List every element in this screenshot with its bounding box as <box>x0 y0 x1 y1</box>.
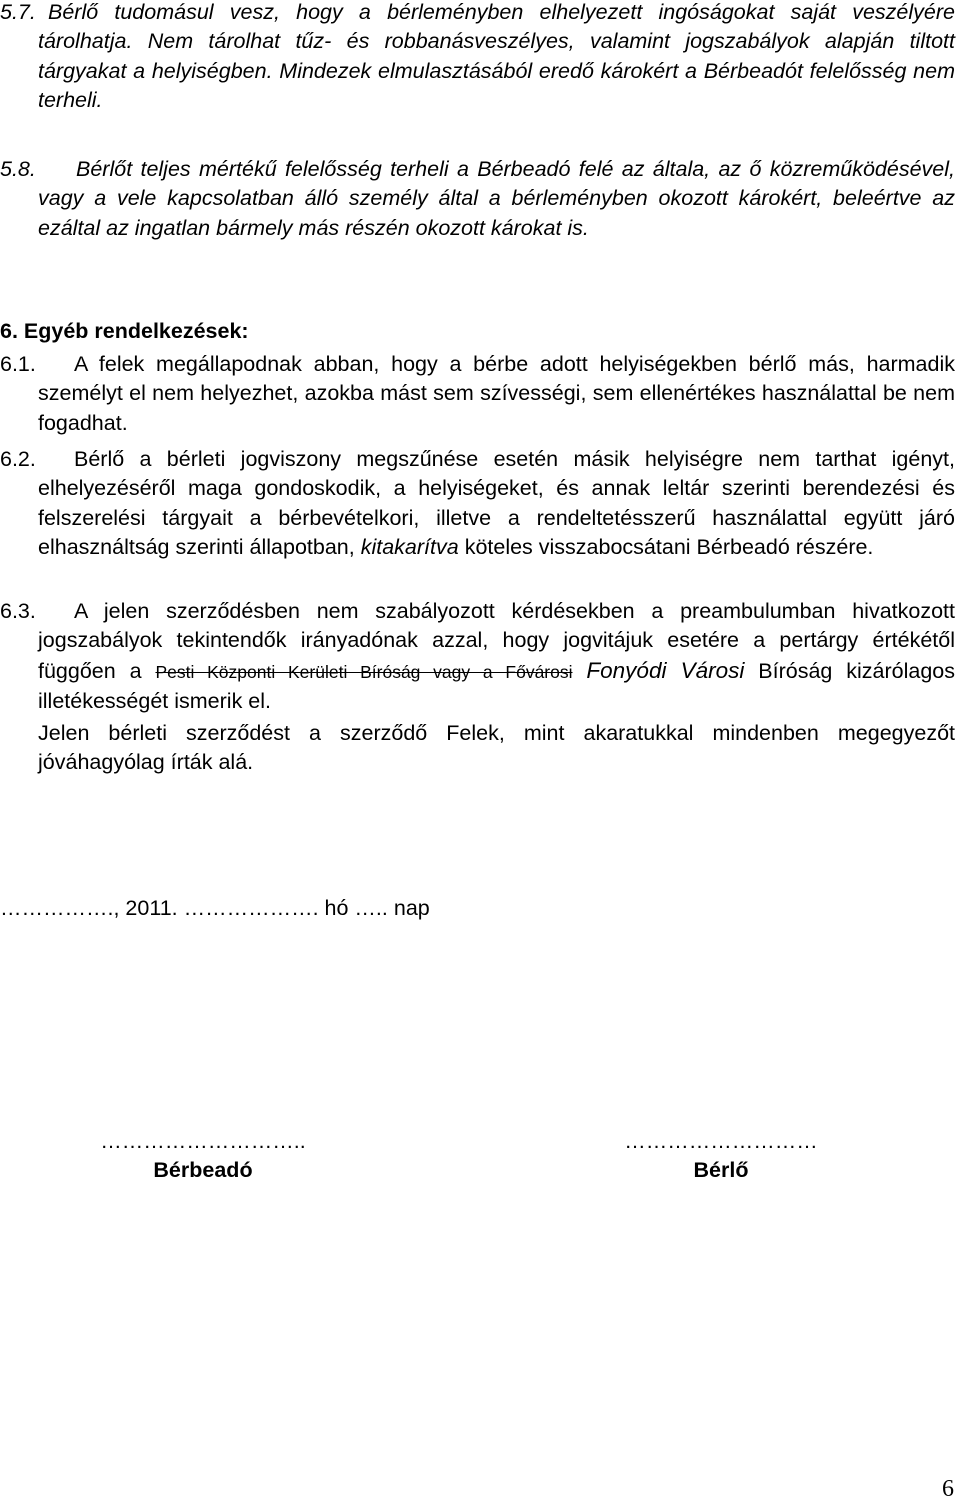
signature-lessee <box>530 1127 912 1185</box>
signature-line: ……………………… <box>624 1129 818 1153</box>
section-text: A felek megállapodnak abban, hogy a bérbe adott helyiségekben bérlő más, harmadik személyt el nem helyezhet, azokba mást sem szívességi, sem ellenértékes használattal be nem fogadhat. <box>38 352 955 435</box>
signature-line: ……………………….. <box>100 1129 306 1153</box>
section-text-before: Bérlő a bérleti jogviszony megszűnése esetén másik helyiségre nem tarthat igényt, elhelyezéséről maga gondoskodik, a helyiségeket, és annak leltár szerinti berendezési és felszerelési tárgyait a bérbevételkori, illetve a rendeltetésszerű használattal együtt járó elhasználtság szerinti állapotban, <box>38 447 955 559</box>
section-5-8: 5.8. Bérlőt teljes mértékű felelősség terheli a Bérbeadó felé az általa, az ő közreműködésével, vagy a vele kapcsolatban álló személy által a bérleményben okozott károkért, beleértve az ezáltal az ingatlan bármely más részén okozott károkat is. <box>0 157 955 240</box>
section-5-7: 5.7. Bérlő tudomásul vesz, hogy a bérleményben elhelyezett ingóságokat saját veszélyére tárolhatja. Nem tárolhat tűz- és robbanásveszélyes, valamint jogszabályok alapján tiltott tárgyakat a helyiségben. Mindezek elmulasztásából eredő károkért a Bérbeadót felelősség nem terheli. <box>0 0 955 112</box>
closing-text: Jelen bérleti szerződést a szerződő Felek, mint akaratukkal mindenben megegyezőt jóváhagyólag írták alá. <box>38 721 955 775</box>
section-6-2: 6.2. Bérlő a bérleti jogviszony megszűnése esetén másik helyiségre nem tarthat igényt, elhelyezéséről maga gondoskodik, a helyiségeket, és annak leltár szerinti berendezési és felszerelési tárgyait a bérbevételkori, illetve a rendeltetésszerű használattal együtt járó elhasználtság szerinti állapotban, kitakarítva köteles visszabocsátani Bérbeadó részére. <box>0 447 955 559</box>
signature-role: Bérlő <box>693 1158 749 1182</box>
closing-paragraph <box>38 719 955 778</box>
section-text: Bérlő tudomásul vesz, hogy a bérleményben elhelyezett ingóságokat saját veszélyére tárolhatja. Nem tárolhat tűz- és robbanásveszélyes, valamint jogszabályok alapján tiltott tárgyakat a helyiségben. Mindezek elmulasztásából eredő károkért a Bérbeadót felelősség nem terheli. <box>38 0 955 112</box>
signature-lessor <box>58 1127 348 1185</box>
section-text-after: Bíróság kizárólagos illetékességét ismerik el. <box>38 658 956 713</box>
section-6-3: 6.3. A jelen szerződésben nem szabályozott kérdésekben a preambulumban hivatkozott jogszabályok tekintendők irányadónak azzal, hogy jogvitájuk esetére a pertárgy értékétől függően a Pesti Központi Kerületi Bíróság vagy a Fővárosi Fonyódi Városi Bíróság kizárólagos illetékességét ismerik el. <box>0 599 956 713</box>
section-text-after: köteles visszabocsátani Bérbeadó részére. <box>464 534 874 559</box>
section-text-before: A jelen szerződésben nem szabályozott kérdésekben a preambulumban hivatkozott jogszabályok tekintendők irányadónak azzal, hogy jogvitájuk esetére a pertárgy értékétől függően a <box>38 599 955 683</box>
signature-role: Bérbeadó <box>153 1158 253 1182</box>
section-6-1: 6.1. A felek megállapodnak abban, hogy a bérbe adott helyiségekben bérlő más, harmadik személyt el nem helyezhet, azokba mást sem szívességi, sem ellenértékes használattal be nem fogadhat. <box>0 352 955 435</box>
inserted-court-name: Fonyódi Városi <box>586 657 745 683</box>
struck-court-name: Pesti Központi Kerületi Bíróság vagy a Fővárosi <box>155 661 573 682</box>
italic-word: kitakarítva <box>360 534 459 559</box>
section-6-heading: 6. Egyéb rendelkezések: <box>0 319 249 343</box>
page-number: 6 <box>942 1476 954 1502</box>
section-text: Bérlőt teljes mértékű felelősség terheli a Bérbeadó felé az általa, az ő közreműködésével, vagy a vele kapcsolatban álló személy által a bérleményben okozott károkért, beleértve az ezáltal az ingatlan bármely más részén okozott károkat is. <box>38 157 955 240</box>
date-line: ……………., 2011. ………………. hó ….. nap <box>0 896 430 920</box>
